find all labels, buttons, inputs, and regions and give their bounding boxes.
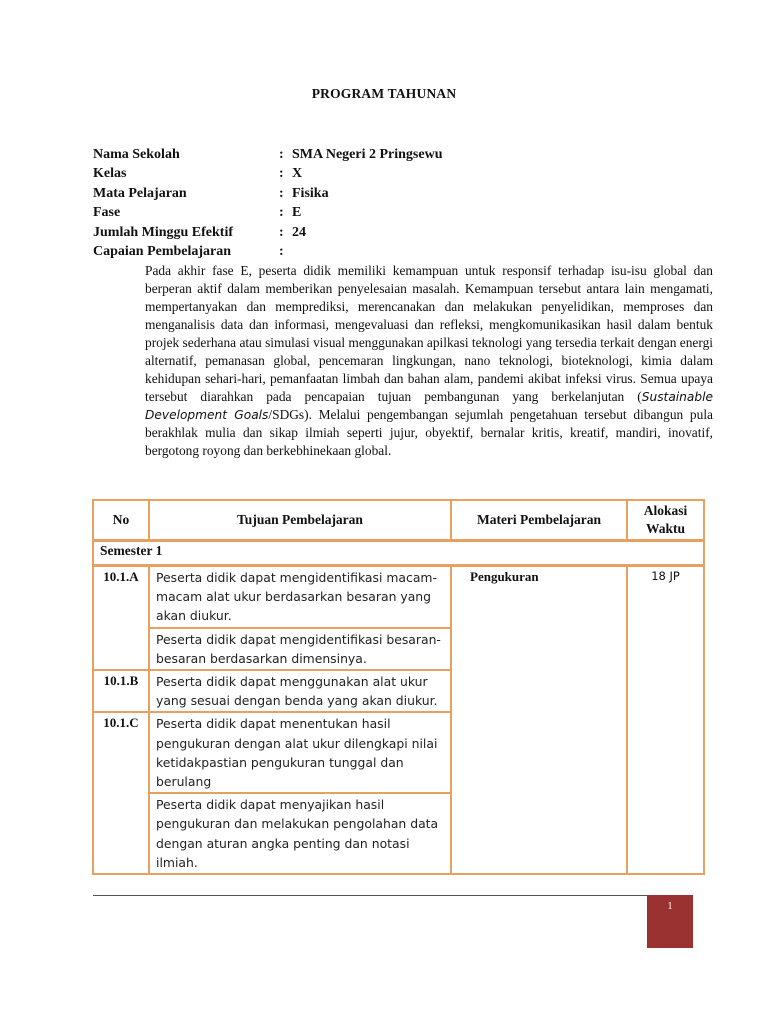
program-table-wrapper xyxy=(92,499,705,875)
info-colon: : xyxy=(279,147,284,162)
info-colon: : xyxy=(279,166,284,182)
info-row-mata-pelajaran xyxy=(93,184,693,203)
page-title: PROGRAM TAHUNAN xyxy=(311,86,457,101)
info-row-fase xyxy=(93,203,693,222)
info-label: Kelas xyxy=(93,166,127,182)
header-alokasi: Alokasi Waktu xyxy=(627,500,704,540)
info-label: Capaian Pembelajaran xyxy=(93,243,232,259)
row-tujuan: Peserta didik dapat mengidentifikasi macam-macam alat ukur berdasarkan besaran yang akan diukur. xyxy=(149,566,451,628)
row-tujuan: Peserta didik dapat menyajikan hasil pengukuran dan melakukan pengolahan data dengan aturan angka penting dan notasi ilmiah. xyxy=(149,793,451,874)
info-label: Mata Pelajaran xyxy=(93,185,187,201)
info-value: E xyxy=(292,205,302,221)
row-code: 10.1.C xyxy=(93,712,149,874)
row-code: 10.1.B xyxy=(93,670,149,712)
header-tujuan: Tujuan Pembelajaran xyxy=(149,500,451,540)
info-block xyxy=(93,145,693,261)
footer-divider xyxy=(93,895,649,896)
row-code: 10.1.A xyxy=(93,566,149,670)
info-colon: : xyxy=(279,243,284,259)
header-materi: Materi Pembelajaran xyxy=(451,500,627,540)
info-value: X xyxy=(292,166,303,182)
info-row-jumlah-minggu xyxy=(93,223,693,242)
info-value: SMA Negeri 2 Pringsewu xyxy=(292,147,443,162)
info-colon: : xyxy=(279,185,284,201)
program-table xyxy=(92,499,705,875)
row-materi: Pengukuran xyxy=(451,566,627,874)
row-tujuan: Peserta didik dapat mengidentifikasi besaran-besaran berdasarkan dimensinya. xyxy=(149,628,451,670)
semester-label: Semester 1 xyxy=(93,540,704,566)
row-tujuan: Peserta didik dapat menggunakan alat ukur yang sesuai dengan benda yang akan diukur. xyxy=(149,670,451,712)
page-number: 1 xyxy=(667,901,673,912)
info-label: Fase xyxy=(93,205,121,221)
capaian-pembelajaran-text xyxy=(145,262,713,460)
table-header-row xyxy=(93,500,704,540)
header-no: No xyxy=(93,500,149,540)
row-alokasi: 18 JP xyxy=(627,566,704,874)
info-value xyxy=(292,242,693,261)
capaian-text-italic: Sustainable Development Goals xyxy=(145,390,713,422)
table-row xyxy=(93,566,704,628)
info-colon: : xyxy=(279,205,284,221)
info-value: Fisika xyxy=(292,185,329,201)
info-row-capaian xyxy=(93,242,693,261)
row-tujuan: Peserta didik dapat menentukan hasil pengukuran dengan alat ukur dilengkapi nilai ketidakpastian pengukuran tunggal dan berulang xyxy=(149,712,451,793)
semester-row xyxy=(93,540,704,566)
info-row-kelas xyxy=(93,164,693,183)
page-number-box xyxy=(647,895,693,948)
info-label: Jumlah Minggu Efektif xyxy=(93,224,234,240)
capaian-text-before: Pada akhir fase E, peserta didik memiliki kemampuan untuk responsif terhadap isu-isu global dan berperan aktif dalam memberikan penyelesaian masalah. Kemampuan tersebut antara lain mengamati, mempertanyakan dan memprediksi, merencanakan dan melakukan penyelidikan, memproses dan menganalisis data dan informasi, mengevaluasi dan refleksi, mengkomunikasikan hasil dalam bentuk projek sederhana atau simulasi visual menggunakan apilkasi teknologi yang tersedia terkait dengan energi alternatif, pemanasan global, pencemaran lingkungan, nano teknologi, bioteknologi, kimia dalam kehidupan sehari-hari, pemanfaatan limbah dan bahan alam, pandemi akibat infeksi virus. Semua upaya tersebut diarahkan pada pencapaian tujuan pembangunan yang berkelanjutan ( xyxy=(145,263,713,404)
capaian-text-after: /SDGs). Melalui pengembangan sejumlah pengetahuan tersebut dibangun pula berakhlak mulia dan sikap ilmiah seperti jujur, obyektif, bernalar kritis, kreatif, mandiri, inovatif, bergotong royong dan berkebhinekaan global. xyxy=(145,407,713,458)
info-label: Nama Sekolah xyxy=(93,147,180,162)
info-row-nama-sekolah xyxy=(93,145,693,164)
info-value: 24 xyxy=(292,224,306,240)
info-colon: : xyxy=(279,224,284,240)
